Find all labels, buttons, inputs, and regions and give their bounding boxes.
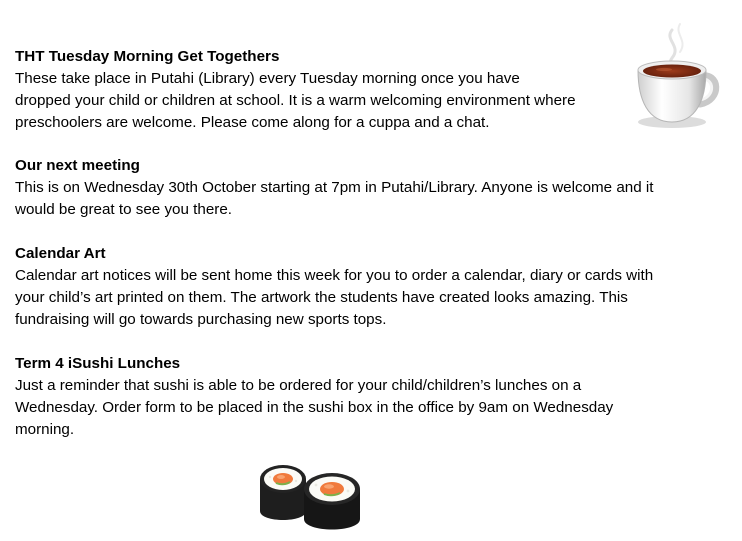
- section-calendar-art: [15, 243, 725, 331]
- section-line: fundraising will go towards purchasing new sports tops.: [15, 311, 387, 328]
- section-line: This is on Wednesday 30th October starting at 7pm in Putahi/Library. Anyone is welcome and it: [15, 179, 654, 196]
- section-next-meeting: [15, 155, 725, 221]
- tea-cup-icon: [628, 22, 724, 132]
- section-line: would be great to see you there.: [15, 201, 232, 218]
- section-line: morning.: [15, 421, 75, 438]
- section-line: Wednesday. Order form to be placed in the sushi box in the office by 9am on Wednesday: [15, 399, 614, 416]
- sushi-rolls-icon: [256, 453, 366, 533]
- section-heading: Calendar Art: [15, 245, 106, 262]
- section-sushi-lunches: [15, 353, 725, 441]
- section-tuesday-get-togethers: [15, 46, 625, 134]
- section-line: your child’s art printed on them. The artwork the students have created looks amazing. This: [15, 289, 628, 306]
- section-line: Calendar art notices will be sent home this week for you to order a calendar, diary or cards with: [15, 267, 654, 284]
- section-line: preschoolers are welcome. Please come along for a cuppa and a chat.: [15, 114, 490, 131]
- section-heading: Our next meeting: [15, 157, 140, 174]
- section-line: dropped your child or children at school. It is a warm welcoming environment where: [15, 92, 576, 109]
- section-heading: Term 4 iSushi Lunches: [15, 355, 181, 372]
- section-line: Just a reminder that sushi is able to be ordered for your child/children’s lunches on a: [15, 377, 582, 394]
- section-line: These take place in Putahi (Library) every Tuesday morning once you have: [15, 70, 520, 87]
- section-heading: THT Tuesday Morning Get Togethers: [15, 48, 280, 65]
